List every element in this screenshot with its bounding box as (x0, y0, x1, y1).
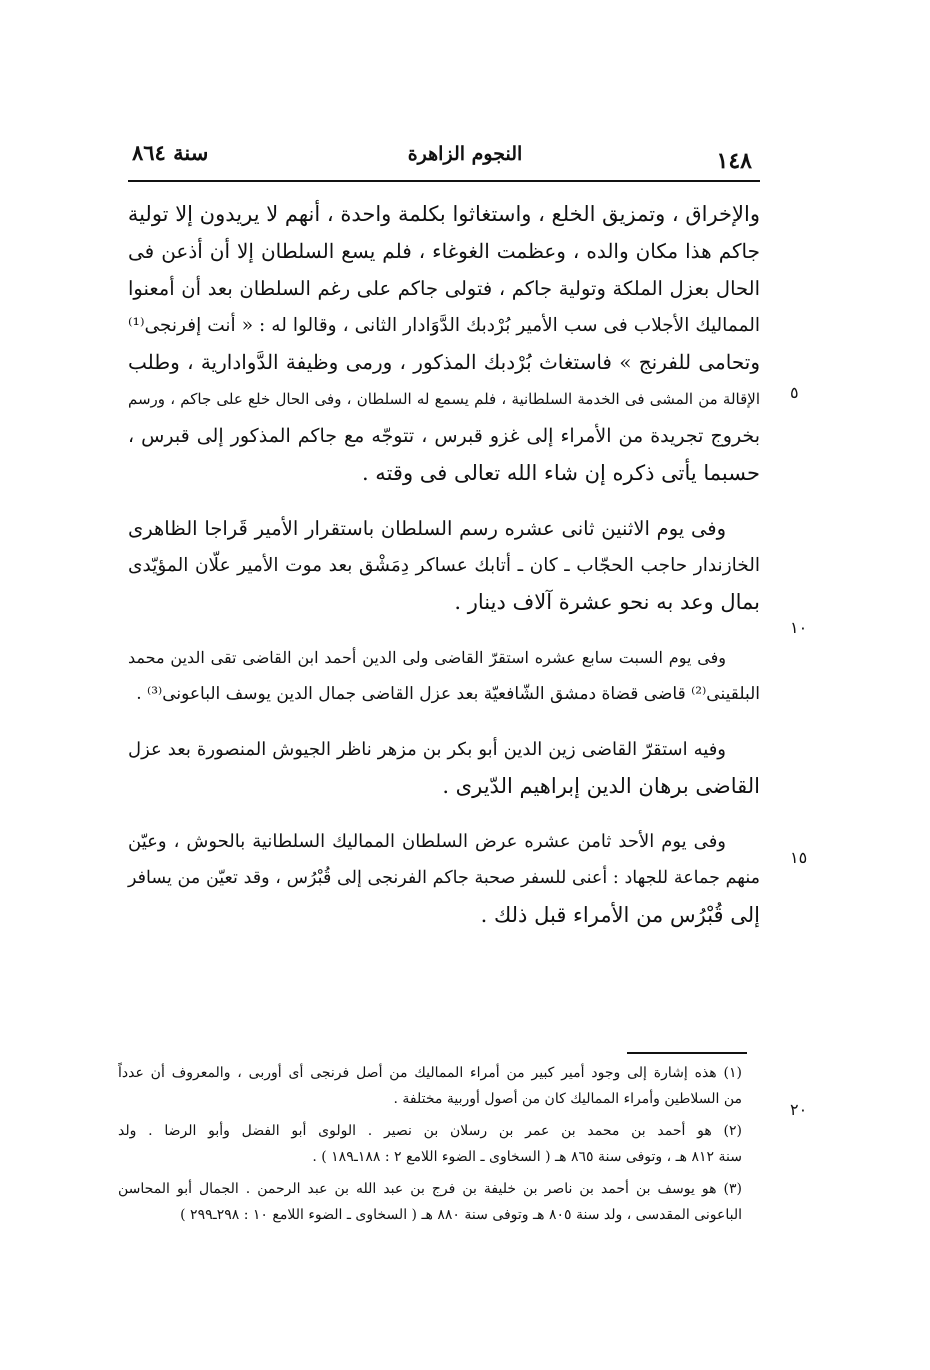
text-line: القاضى برهان الدين إبراهيم الدّيرى . (442, 774, 760, 798)
text-line: الخازندار حاجب الحجّاب ـ كان ـ أتابك عساكر دِمَشْق بعد موت الأمير علّان المؤيّدى (128, 555, 760, 576)
footnote-line: الباعونى المقدسى ، ولد سنة ٨٠٥ هـ وتوفى سنة ٨٨٠ هـ ( السخاوى ـ الضوء اللامع ١٠ : ٢٩٨ـ٢٩٩ ) (180, 1207, 742, 1223)
footnotes (118, 1060, 742, 1228)
text-line: منهم جماعة للجهاد : أعنى للسفر صحبة جاكم الفرنجى إلى قُبْرُس ، وقد تعيّن من يسافر (128, 868, 760, 888)
text-line: الحال بعزل الملكة وتولية جاكم ، فتولى جاكم على رغم السلطان بعد أن أمعنوا (128, 277, 760, 300)
main-text (128, 196, 760, 934)
paragraph (128, 510, 760, 621)
text-line: حسبما يأتى ذكره إن شاء الله تعالى فى وقته . (361, 461, 760, 485)
text-line: إلى قُبْرُس من الأمراء قبل ذلك . (480, 903, 760, 927)
paragraph (128, 731, 760, 805)
text-line: وفيه استقرّ القاضى زين الدين أبو بكر بن مزهر ناظر الجيوش المنصورة بعد عزل (128, 739, 726, 760)
footnote (118, 1118, 742, 1170)
paragraph (128, 196, 760, 492)
text-line: المماليك الأجلاب فى سب الأمير بُرْدبك الدَّوَادار الثانى ، وقالوا له : « أنت إفرنجى⁽¹⁾ (128, 315, 760, 336)
footnote-line: من السلاطين وأمراء المماليك كان من أصول أوربية مختلفة . (393, 1091, 742, 1107)
footnote-line: (١) هذه إشارة إلى وجود أمير كبير من أمراء المماليك من أصل فرنجى أى أوربى ، والمعروف أن عدداً (118, 1065, 742, 1081)
line-marker-20: ٢٠ (790, 1100, 808, 1119)
footnote (118, 1176, 742, 1228)
paragraph (128, 639, 760, 713)
text-line: بخروج تجريدة من الأمراء إلى غزو قبرس ، تتوجّه مع جاكم المذكور إلى قبرس ، (128, 425, 760, 447)
text-line: الإقالة من المشى فى الخدمة السلطانية ، فلم يسمع له السلطان ، وفى الحال خلع على جاكم ، ورسم (128, 390, 760, 408)
text-line: وتحامى للفرنج » فاستغاث بُرْدبك المذكور ، ورمى وظيفة الدَّوادارية ، وطلب (128, 350, 760, 374)
footnote-rule (627, 1052, 747, 1054)
text-line: البلقينى⁽²⁾ قاضى قضاة دمشق الشّافعيّة بعد عزل القاضى جمال الدين يوسف الباعونى⁽³⁾ . (136, 684, 760, 704)
paragraph (128, 823, 760, 934)
header-year: سنة ٨٦٤ (132, 140, 209, 165)
line-marker-5: ٥ (790, 383, 799, 402)
text-line: بمال وعد به نحو عشرة آلاف دينار . (454, 590, 760, 614)
text-line: والإخراق ، وتمزيق الخلع ، واستغاثوا بكلمة واحدة ، أنهم لا يريدون إلا تولية (127, 202, 760, 226)
footnote-line: سنة ٨١٢ هـ ، وتوفى سنة ٨٦٥ هـ ( السخاوى ـ الضوء اللامع ٢ : ١٨٨ـ١٨٩ ) . (312, 1149, 742, 1165)
header-book-title: النجوم الزاهرة (407, 143, 523, 165)
text-line: وفى يوم الاثنين ثانى عشره رسم السلطان باستقرار الأمير قَراجا الظاهرى (128, 517, 726, 540)
header-rule (128, 180, 760, 182)
footnote-line: (٣) هو يوسف بن أحمد بن ناصر بن خليفة بن فرج بن عبد الله بن عبد الرحمن . الجمال أبو المحاسن (118, 1181, 742, 1197)
footnote (118, 1060, 742, 1112)
line-marker-10: ١٠ (790, 618, 808, 637)
text-line: وفى يوم السبت سابع عشره استقرّ القاضى ولى الدين أحمد ابن القاضى تقى الدين محمد (128, 648, 726, 667)
line-marker-15: ١٥ (790, 848, 808, 867)
footnote-line: (٢) هو أحمد بن محمد بن عمر بن رسلان بن نصير . الولوى أبو الفضل وأبو الرضا . ولد (118, 1123, 742, 1139)
header-page-number: ١٤٨ (716, 148, 752, 174)
text-line: جاكم هذا مكان والده ، وعظمت الغوغاء ، فلم يسع السلطان إلا أن أذعن فى (128, 239, 760, 263)
text-line: وفى يوم الأحد ثامن عشره عرض السلطان المماليك السلطانية بالحوش ، وعيّن (128, 831, 726, 852)
